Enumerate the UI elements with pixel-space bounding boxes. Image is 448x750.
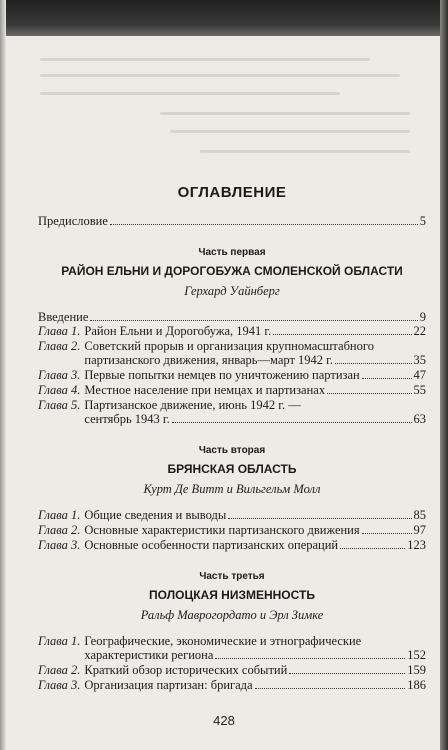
chapter-title: Основные особенности партизанских операций <box>84 538 339 552</box>
dot-leader <box>362 533 412 534</box>
dot-leader <box>362 378 412 379</box>
chapter-prefix: Глава 1. <box>38 508 81 522</box>
toc-entry-intro <box>38 310 426 324</box>
chapter-page: 55 <box>413 383 426 397</box>
chapter-title: Партизанское движение, июнь 1942 г. — <box>84 398 301 412</box>
chapter-prefix: Глава 2. <box>38 523 81 537</box>
toc-title: ОГЛАВЛЕНИЕ <box>177 184 287 201</box>
toc-chapter <box>38 663 426 677</box>
dot-leader <box>215 658 405 659</box>
chapter-title: Краткий обзор исторических событий <box>84 663 288 677</box>
toc-chapter <box>38 368 426 382</box>
chapter-title: Общие сведения и выводы <box>84 508 227 522</box>
chapter-prefix: Глава 5. <box>38 398 81 412</box>
chapter-prefix: Глава 3. <box>38 678 81 692</box>
chapter-page: 186 <box>407 678 426 692</box>
toc-part-1 <box>38 246 426 426</box>
toc-chapter <box>38 634 426 662</box>
chapter-page: 123 <box>407 538 426 552</box>
toc-chapter <box>38 339 426 367</box>
dot-leader <box>228 518 411 519</box>
dot-leader <box>340 548 405 549</box>
toc-part-3 <box>38 570 426 692</box>
dot-leader <box>255 688 406 689</box>
part-author: Герхард Уайнберг <box>184 284 280 298</box>
part-name: ПОЛОЦКАЯ НИЗМЕННОСТЬ <box>149 588 315 602</box>
chapter-prefix: Глава 3. <box>38 368 81 382</box>
chapter-title-cont: сентябрь 1943 г. <box>84 412 170 426</box>
toc-chapter <box>38 508 426 522</box>
toc-chapter <box>38 324 426 338</box>
part-heading: Часть третья <box>199 571 265 582</box>
bleed-through-line <box>40 92 340 95</box>
chapter-title: Основные характеристики партизанского движения <box>84 523 360 537</box>
chapter-prefix: Глава 1. <box>38 324 81 338</box>
chapter-page: 22 <box>413 324 426 338</box>
part-heading: Часть первая <box>198 247 266 258</box>
chapter-prefix: Глава 4. <box>38 383 81 397</box>
chapter-title: Географические, экономические и этнографические <box>84 634 362 648</box>
dot-leader <box>289 673 405 674</box>
page-number: 428 <box>213 713 235 728</box>
chapter-title-cont: характеристики региона <box>84 648 214 662</box>
toc-chapter <box>38 538 426 552</box>
toc-entry-preface <box>38 214 426 228</box>
part-author: Курт Де Витт и Вильгельм Молл <box>143 482 321 496</box>
chapter-prefix: Глава 3. <box>38 538 81 552</box>
toc-part-2 <box>38 444 426 552</box>
chapter-title: Советский прорыв и организация крупномасштабного <box>84 339 374 353</box>
toc-entry-label: Введение <box>38 310 89 324</box>
page-right-edge <box>440 0 448 750</box>
chapter-page: 97 <box>413 523 426 537</box>
chapter-page: 152 <box>407 648 426 662</box>
toc-chapter <box>38 523 426 537</box>
toc-entry-page: 9 <box>419 310 426 324</box>
chapter-prefix: Глава 2. <box>38 339 81 353</box>
chapter-page: 159 <box>407 663 426 677</box>
part-name: РАЙОН ЕЛЬНИ И ДОРОГОБУЖА СМОЛЕНСКОЙ ОБЛАСТИ <box>61 264 403 278</box>
bleed-through-line <box>40 74 400 77</box>
bleed-through-line <box>200 150 410 153</box>
chapter-page: 47 <box>413 368 426 382</box>
chapter-title: Первые попытки немцев по уничтожению партизан <box>84 368 360 382</box>
chapter-prefix: Глава 1. <box>38 634 81 648</box>
page-top-shadow <box>0 0 448 36</box>
toc-chapter <box>38 678 426 692</box>
bleed-through-line <box>170 130 410 133</box>
chapter-title: Организация партизан: бригада <box>84 678 253 692</box>
dot-leader <box>90 320 417 321</box>
toc-entry-label: Предисловие <box>38 214 108 228</box>
chapter-title-cont: партизанского движения, январь—март 1942 г. <box>84 353 334 367</box>
page-left-edge <box>0 0 6 750</box>
chapter-prefix: Глава 2. <box>38 663 81 677</box>
toc-chapter <box>38 383 426 397</box>
dot-leader <box>172 422 412 423</box>
part-author: Ральф Маврогордато и Эрл Зимке <box>140 608 324 622</box>
chapter-title: Район Ельни и Дорогобужа, 1941 г. <box>84 324 272 338</box>
bleed-through-line <box>40 58 370 61</box>
table-of-contents <box>38 186 426 693</box>
chapter-title: Местное население при немцах и партизанах <box>84 383 326 397</box>
toc-entry-page: 5 <box>419 214 426 228</box>
dot-leader <box>273 334 411 335</box>
part-heading: Часть вторая <box>198 445 266 456</box>
chapter-page: 85 <box>413 508 426 522</box>
toc-chapter <box>38 398 426 426</box>
chapter-page: 63 <box>413 412 426 426</box>
part-name: БРЯНСКАЯ ОБЛАСТЬ <box>167 462 297 476</box>
chapter-page: 35 <box>413 353 426 367</box>
bleed-through-line <box>160 112 410 115</box>
dot-leader <box>327 393 411 394</box>
dot-leader <box>335 363 411 364</box>
dot-leader <box>110 224 418 225</box>
